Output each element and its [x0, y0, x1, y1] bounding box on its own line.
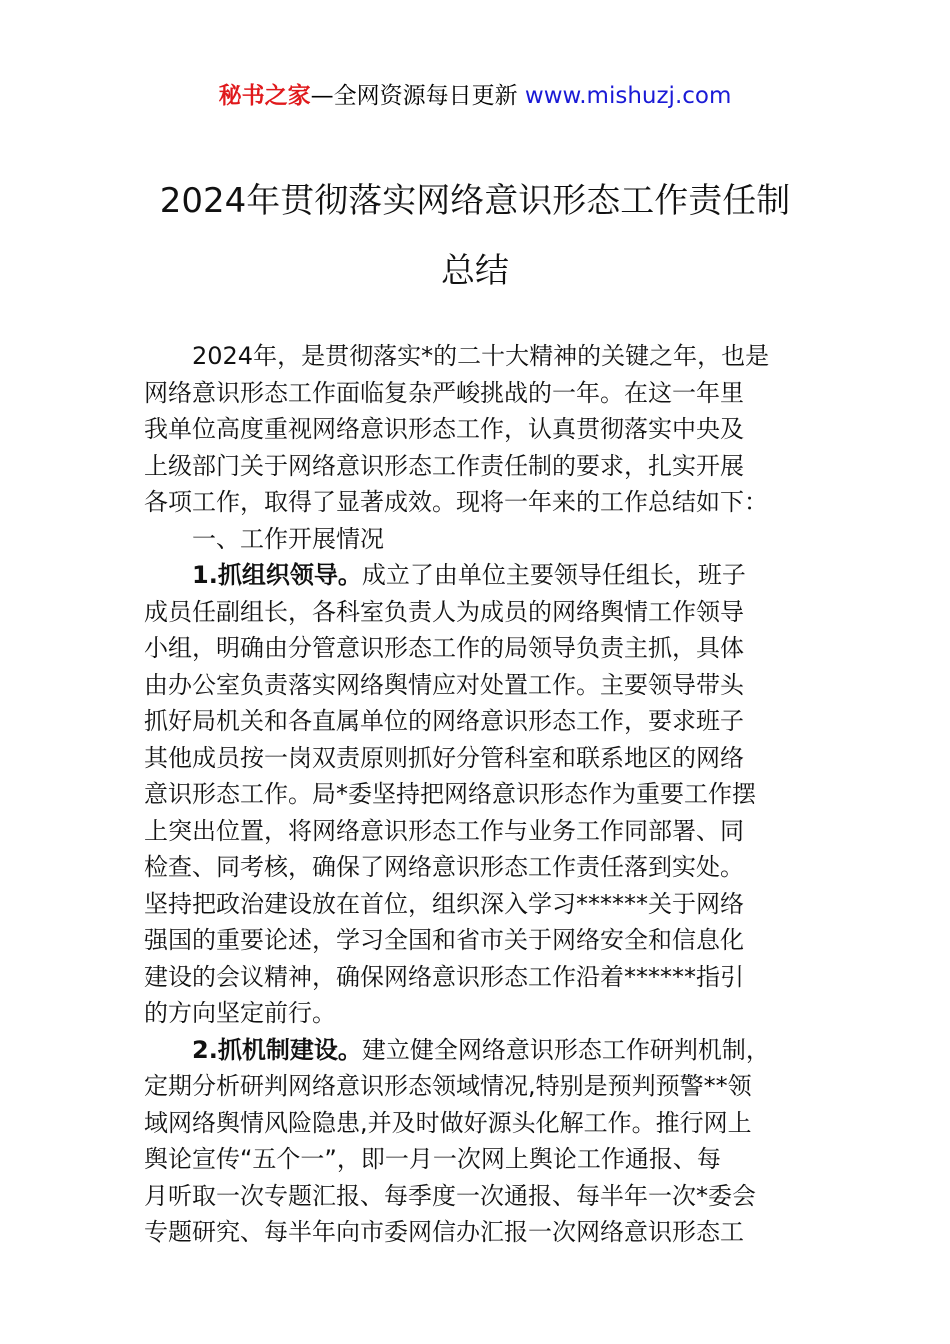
paragraph-line: 建设的会议精神，确保网络意识形态工作沿着******指引 — [144, 962, 744, 991]
paragraph-line: 网络意识形态工作面临复杂严峻挑战的一年。在这一年里 — [144, 378, 744, 407]
paragraph-line: 2024年，是贯彻落实*的二十大精神的关键之年，也是 — [192, 342, 770, 370]
paragraph-line: 意识形态工作。局*委坚持把网络意识形态作为重要工作摆 — [144, 780, 756, 808]
paragraph-line: 舆论宣传“五个一”，即一月一次网上舆论工作通报、每 — [144, 1145, 721, 1173]
paragraph-line: 月听取一次专题汇报、每季度一次通报、每半年一次*委会 — [144, 1181, 756, 1210]
site-url-link[interactable]: www.mishuzj.com — [524, 83, 732, 109]
site-brand: 秘书之家 — [218, 83, 311, 109]
paragraph-line: 强国的重要论述，学习全国和省市关于网络安全和信息化 — [144, 926, 744, 954]
paragraph-line — [144, 1032, 824, 1069]
paragraph-line: 坚持把政治建设放在首位，组织深入学习******关于网络 — [144, 889, 744, 918]
document-body — [144, 338, 824, 1251]
document-title-line2: 总结 — [441, 251, 509, 291]
paragraph-line: 检查、同考核，确保了网络意识形态工作责任落到实处。 — [144, 853, 744, 881]
paragraph-line: 小组，明确由分管意识形态工作的局领导负责主抓，具体 — [144, 634, 744, 662]
section-heading: 一、工作开展情况 — [192, 524, 384, 553]
paragraph-line: 其他成员按一岗双责原则抓好分管科室和联系地区的网络 — [144, 743, 744, 772]
document-title-line1: 2024年贯彻落实网络意识形态工作责任制 — [159, 181, 791, 221]
paragraph-line: 域网络舆情风险隐患,并及时做好源头化解工作。推行网上 — [144, 1108, 752, 1137]
paragraph-line: 的方向坚定前行。 — [144, 999, 336, 1027]
paragraph-line — [144, 557, 824, 594]
site-tagline: —全网资源每日更新 — [310, 83, 525, 109]
paragraph-line: 上级部门关于网络意识形态工作责任制的要求，扎实开展 — [144, 451, 744, 480]
paragraph-line: 抓好局机关和各直属单位的网络意识形态工作，要求班子 — [144, 707, 744, 735]
subsection-heading-2: 2.抓机制建设。 — [192, 1035, 362, 1064]
paragraph-line-text: 成立了由单位主要领导任组长，班子 — [361, 561, 746, 589]
paragraph-line: 专题研究、每半年向市委网信办汇报一次网络意识形态工 — [144, 1218, 744, 1246]
site-header — [0, 80, 950, 112]
paragraph-line: 由办公室负责落实网络舆情应对处置工作。主要领导带头 — [144, 670, 744, 699]
paragraph-line: 上突出位置，将网络意识形态工作与业务工作同部署、同 — [144, 816, 744, 845]
paragraph-line: 各项工作，取得了显著成效。现将一年来的工作总结如下： — [144, 488, 768, 516]
paragraph-line: 定期分析研判网络意识形态领域情况,特别是预判预警**领 — [144, 1072, 752, 1100]
paragraph-line-text: 建立健全网络意识形态工作研判机制， — [361, 1035, 770, 1064]
subsection-heading-1: 1.抓组织领导。 — [192, 561, 362, 589]
paragraph-line: 成员任副组长，各科室负责人为成员的网络舆情工作领导 — [144, 597, 744, 626]
paragraph-line: 我单位高度重视网络意识形态工作，认真贯彻落实中央及 — [144, 415, 744, 443]
